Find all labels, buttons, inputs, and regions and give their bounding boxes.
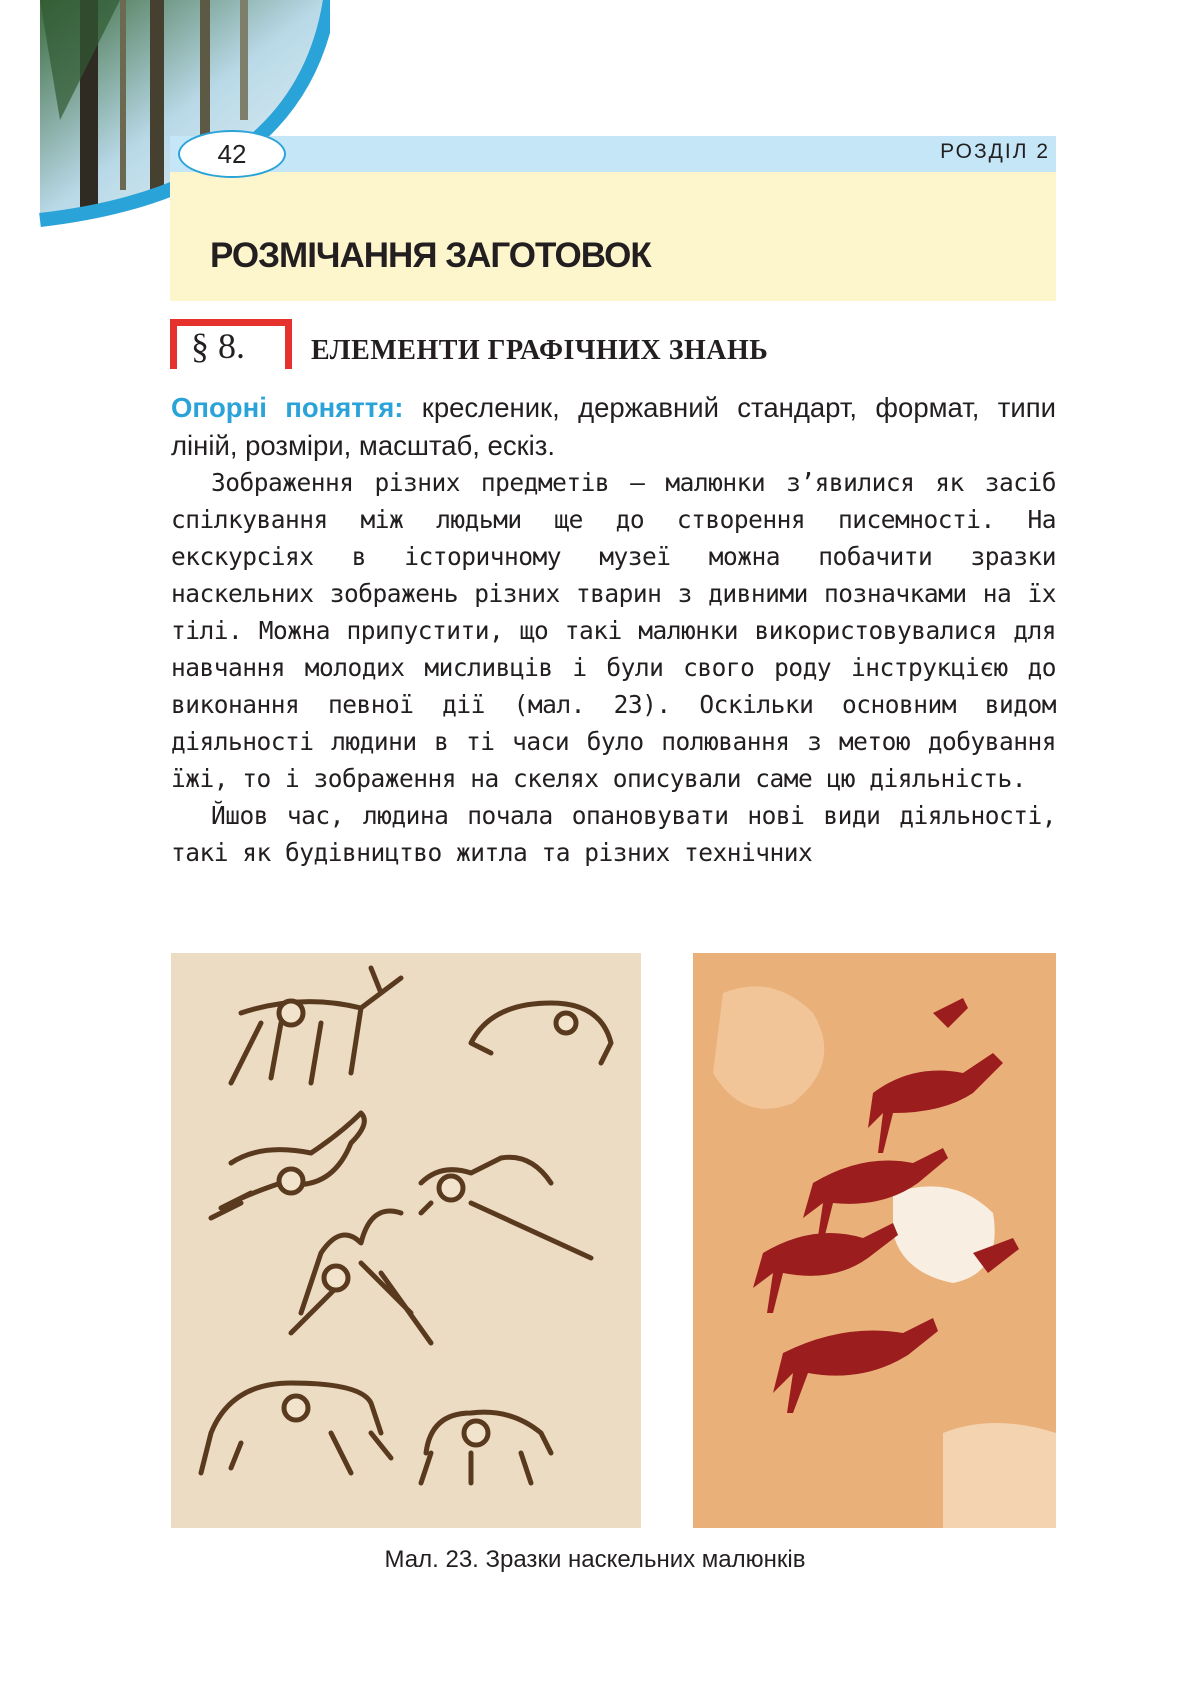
key-concepts bbox=[171, 389, 1056, 464]
camel-drawing bbox=[291, 1211, 431, 1343]
bison-drawing bbox=[471, 1003, 611, 1063]
body-paragraph-1: Зображення різних предметів — малюнки з’явилися як засіб спілкування між людьми ще до створення писемності. На екскурсіях в історичному музеї можна побачити зразки наскельних зображень різних тварин з дивними позначками на їх тілі. Можна припустити, що такі малюнки використовувалися для навчання молодих мисливців і були свого роду інструкцією до виконання певної дії (мал. 23). Оскільки основним видом діяльності людини в ті часи було полювання з метою добування їжі, то і зображення на скелях описували саме цю діяльність. bbox=[171, 468, 1056, 793]
figure-cave-painting bbox=[693, 953, 1056, 1528]
chapter-title: РОЗМІЧАННЯ ЗАГОТОВОК bbox=[210, 236, 651, 275]
paragraph-number: § 8. bbox=[170, 319, 292, 369]
body-text bbox=[171, 464, 1056, 871]
key-concepts-text: кресленик, державний стандарт, формат, типи ліній, розміри, масштаб, ескіз. bbox=[171, 392, 1056, 461]
key-concepts-label: Опорні поняття: bbox=[171, 392, 404, 423]
boar-drawing bbox=[421, 1412, 551, 1483]
paragraph-title: ЕЛЕМЕНТИ ГРАФІЧНИХ ЗНАНЬ bbox=[311, 335, 769, 366]
section-label: РОЗДІЛ 2 bbox=[940, 140, 1050, 163]
deer-drawing bbox=[231, 968, 401, 1083]
header-strip bbox=[170, 136, 1056, 172]
figure-caption: Мал. 23. Зразки наскельних малюнків bbox=[384, 1546, 806, 1573]
body-paragraph-2: Йшов час, людина почала опановувати нові види діяльності, такі як будівництво житла та різних технічних bbox=[171, 801, 1056, 867]
page-number: 42 bbox=[178, 130, 286, 178]
bear-drawing bbox=[201, 1383, 391, 1473]
running-animal-drawing bbox=[421, 1157, 591, 1258]
figure-sketches bbox=[171, 953, 641, 1528]
ostrich-drawing bbox=[211, 1113, 364, 1218]
